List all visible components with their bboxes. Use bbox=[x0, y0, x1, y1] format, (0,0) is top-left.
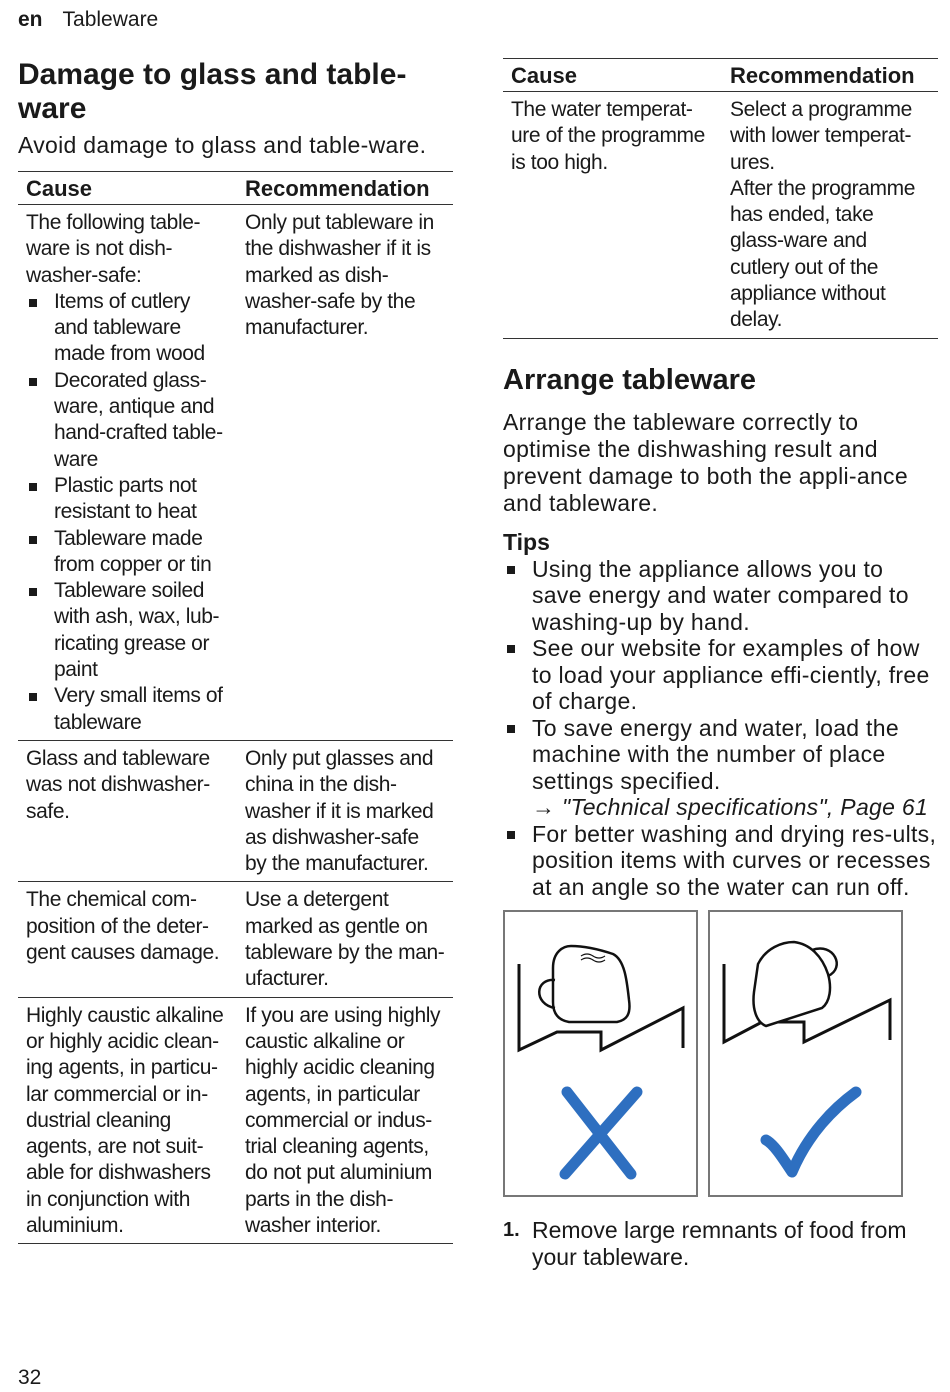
table-row bbox=[18, 997, 453, 1244]
table-header-row bbox=[503, 59, 938, 92]
cross-icon bbox=[565, 1092, 637, 1174]
cup-icon bbox=[754, 942, 831, 1026]
page-header bbox=[18, 8, 158, 32]
arrow-icon: → bbox=[532, 794, 556, 821]
damage-intro: Avoid damage to glass and table-ware. bbox=[18, 132, 427, 158]
recommendation-cell bbox=[722, 92, 938, 339]
col-recommendation: Recommendation bbox=[722, 59, 938, 92]
page-number: 32 bbox=[18, 1366, 42, 1389]
list-item: For better washing and drying res-ults, position items with curves or recesses at an angle so the water can run off. bbox=[503, 821, 938, 901]
list-item: Items of cutlery and tableware made from wood bbox=[26, 289, 229, 368]
cause-cell: Highly caustic alkaline or highly acidic clean-ing agents, in particu-lar commercial or in-dustrial cleaning agents, are not suit-able for dishwashers in conjunction with aluminium. bbox=[18, 997, 237, 1244]
table-header-row bbox=[18, 172, 453, 205]
list-item: See our website for examples of how to load your appliance effi-ciently, free of charge. bbox=[503, 635, 938, 715]
tip-text: To save energy and water, load the machine with the number of place settings specified. bbox=[532, 714, 899, 794]
arrange-intro: Arrange the tableware correctly to optimise the dishwashing result and prevent damage to both the appli-ance and tableware. bbox=[503, 408, 908, 516]
list-item: Very small items of tableware bbox=[26, 683, 229, 736]
cross-reference-link[interactable]: "Technical specifications", Page 61 bbox=[562, 794, 929, 821]
continued-table bbox=[503, 58, 938, 339]
cause-cell: The water temperat-ure of the programme is too high. bbox=[503, 92, 722, 339]
list-item: Plastic parts not resistant to heat bbox=[26, 473, 229, 526]
table-row bbox=[18, 882, 453, 997]
list-item: Tableware made from copper or tin bbox=[26, 526, 229, 579]
damage-title: Damage to glass and table-ware bbox=[18, 58, 407, 125]
table-row bbox=[18, 205, 453, 741]
check-icon bbox=[766, 1092, 856, 1172]
recommendation-text-2: After the programme has ended, take glass-ware and cutlery out of the appliance without delay. bbox=[730, 176, 915, 332]
incorrect-loading-drawing bbox=[505, 912, 695, 1194]
col-cause: Cause bbox=[18, 172, 237, 205]
recommendation-cell: Only put tableware in the dishwasher if it is marked as dish-washer-safe by the manufacturer. bbox=[237, 205, 453, 741]
cause-cell: Glass and tableware was not dishwasher-safe. bbox=[18, 740, 237, 881]
recommendation-cell: Only put glasses and china in the dish-washer if it is marked as dishwasher-safe by the manufacturer. bbox=[237, 740, 453, 881]
language-code: en bbox=[18, 8, 43, 31]
incorrect-loading-figure bbox=[503, 910, 698, 1197]
cause-text: The following table-ware is not dish-washer-safe: bbox=[26, 211, 201, 287]
cup-icon bbox=[553, 946, 630, 1022]
tips-heading: Tips bbox=[503, 528, 550, 555]
correct-loading-drawing bbox=[710, 912, 900, 1194]
cause-cell: The chemical com-position of the deter-gent causes damage. bbox=[18, 882, 237, 997]
steps-list bbox=[503, 1217, 938, 1270]
recommendation-text: Select a programme with lower temperat-ures. bbox=[730, 98, 912, 174]
cause-cell bbox=[18, 205, 237, 741]
list-item: Decorated glass-ware, antique and hand-crafted table-ware bbox=[26, 368, 229, 473]
step-text: Remove large remnants of food from your tableware. bbox=[532, 1217, 907, 1270]
correct-loading-figure bbox=[708, 910, 903, 1197]
arrange-title: Arrange tableware bbox=[503, 363, 757, 396]
col-recommendation: Recommendation bbox=[237, 172, 453, 205]
list-item: Using the appliance allows you to save energy and water compared to washing-up by hand. bbox=[503, 556, 938, 636]
right-column bbox=[503, 58, 938, 1270]
tips-list bbox=[503, 556, 938, 901]
col-cause: Cause bbox=[503, 59, 722, 92]
cause-list bbox=[26, 289, 229, 736]
recommendation-cell: Use a detergent marked as gentle on tableware by the man-ufacturer. bbox=[237, 882, 453, 997]
loading-illustrations bbox=[503, 910, 938, 1197]
section-name: Tableware bbox=[62, 8, 159, 31]
table-row bbox=[18, 740, 453, 881]
list-item bbox=[503, 1217, 938, 1270]
recommendation-cell: If you are using highly caustic alkaline or highly acidic cleaning agents, in particular commercial or indus-trial cleaning agents, do not put aluminium parts in the dish-washer interior. bbox=[237, 997, 453, 1244]
step-number: 1. bbox=[503, 1219, 520, 1242]
list-item bbox=[503, 715, 938, 821]
list-item: Tableware soiled with ash, wax, lub-ricating grease or paint bbox=[26, 578, 229, 683]
left-column bbox=[18, 58, 453, 1244]
damage-table bbox=[18, 171, 453, 1244]
table-row bbox=[503, 92, 938, 339]
